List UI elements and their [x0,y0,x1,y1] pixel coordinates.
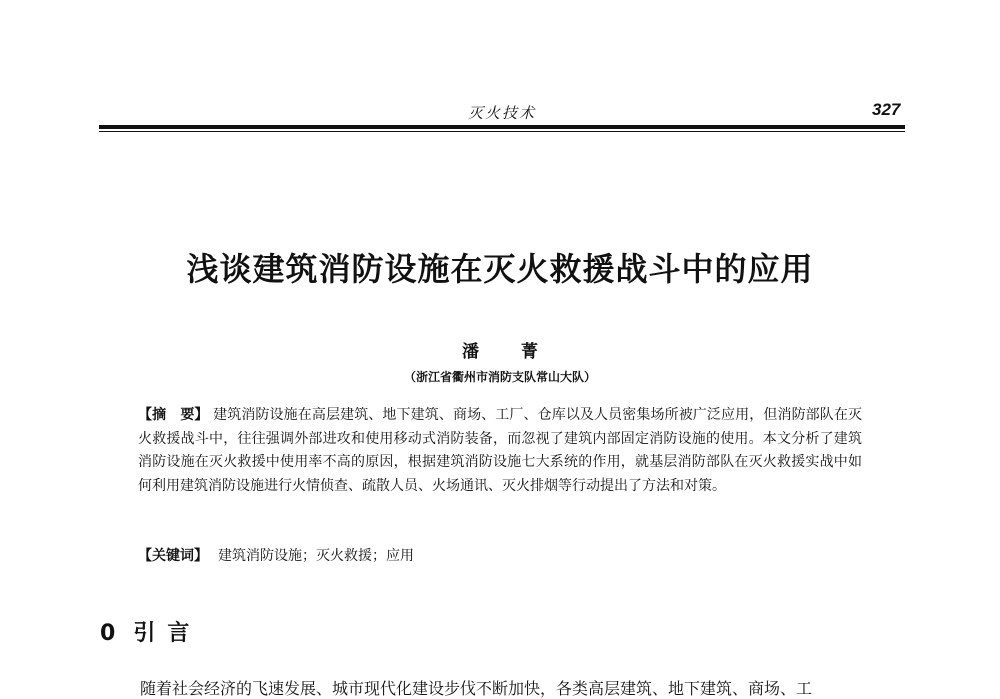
header-section-title: 灭火技术 [468,104,537,122]
keywords-label: 【关键词】 [138,548,208,564]
section-number: 0 [100,621,116,646]
abstract [138,404,862,498]
header-rule-thin [99,131,905,132]
page-number: 327 [872,100,901,119]
article-title: 浅谈建筑消防设施在灭火救援战斗中的应用 [186,250,814,288]
abstract-label: 【摘 要】 [138,407,209,423]
section-title: 引言 [133,621,202,646]
header-rule-thick [99,125,905,129]
author-name: 潘 菁 [462,342,556,362]
author-affiliation: （浙江省衢州市消防支队常山大队） [403,370,596,384]
body-paragraph: 随着社会经济的飞速发展、城市现代化建设步伐不断加快，各类高层建筑、地下建筑、商场、工 [140,679,813,698]
section-heading [100,616,201,647]
keywords [138,545,862,569]
keywords-text: 建筑消防设施；灭火救援；应用 [218,548,414,564]
abstract-text: 建筑消防设施在高层建筑、地下建筑、商场、工厂、仓库以及人员密集场所被广泛应用，但消防部队在灭火救援战斗中，往往强调外部进攻和使用移动式消防装备，而忽视了建筑内部固定消防设施的使用。本文分析了建筑消防设施在灭火救援中使用率不高的原因，根据建筑消防设施七大系统的作用，就基层消防部队在灭火救援实战中如何利用建筑消防设施进行火情侦查、疏散人员、火场通讯、灭火排烟等行动提出了方法和对策。 [138,407,863,494]
